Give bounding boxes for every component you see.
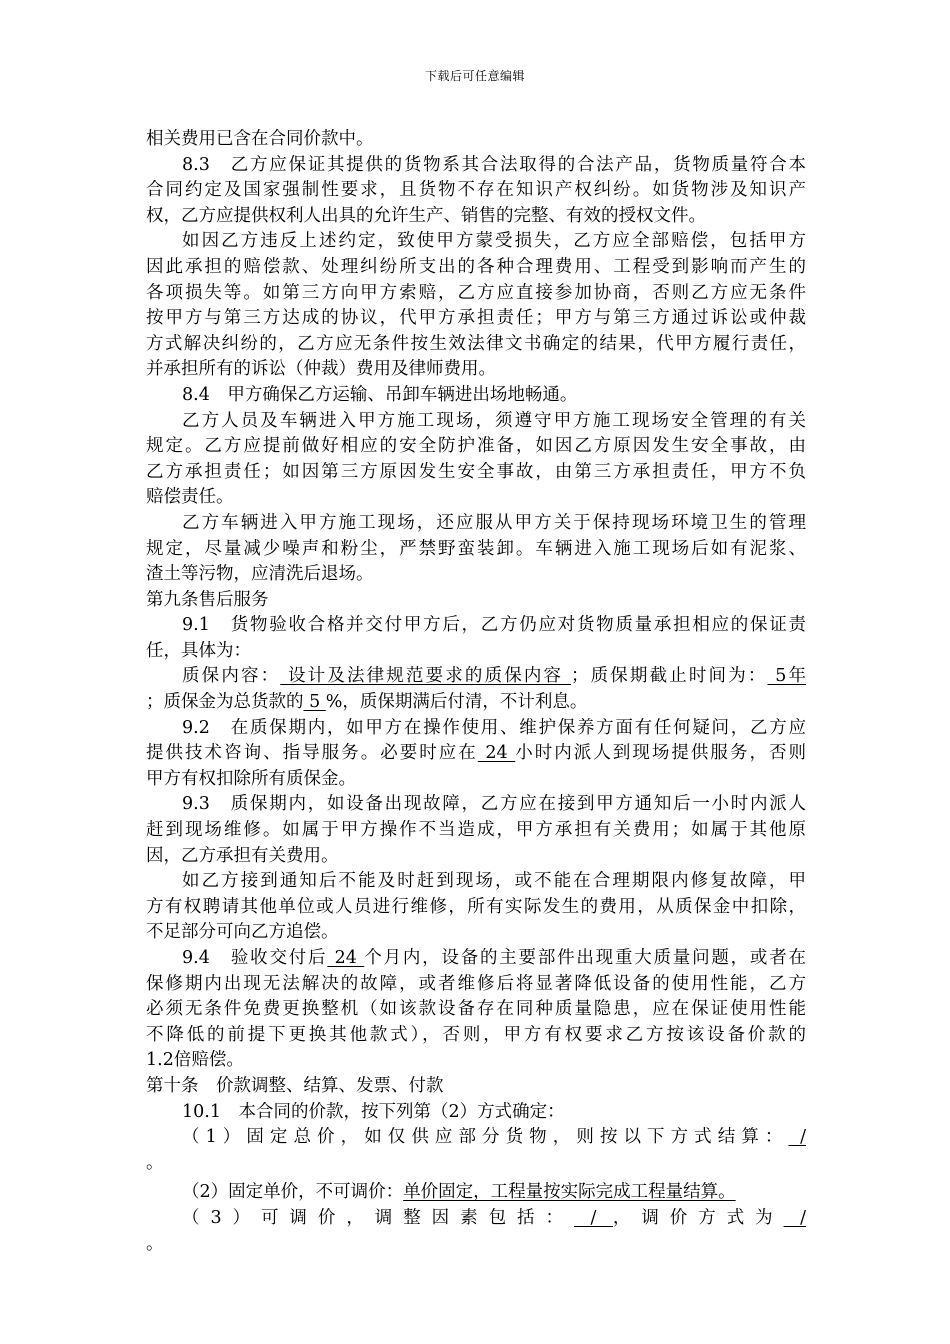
text-line: 规定。乙方应提前做好相应的安全防护准备，如因乙方原因发生安全事故，由 xyxy=(146,436,806,457)
text-line: 各项损失等。如第三方向甲方索赔，乙方应直接参加协商，否则乙方应无条件 xyxy=(146,282,806,303)
adjustable-line xyxy=(146,1206,806,1232)
text-line: 8.3 乙方应保证其提供的货物系其合法取得的合法产品，货物质量符合本 xyxy=(182,154,806,175)
paragraph-block xyxy=(146,972,806,1126)
warranty-content-blank: 设计及法律规范要求的质保内容 xyxy=(280,666,571,687)
text-line: 按甲方与第三方达成的协议，代甲方承担责任；甲方与第三方通过诉讼或仲裁 xyxy=(146,308,806,329)
text-line: 方有权聘请其他单位或人员进行维修，所有实际发生的费用，从质保金中扣除， xyxy=(146,896,806,917)
months-prefix: 9.4 验收交付后 xyxy=(182,948,328,968)
warranty-period-label: ；质保期截止时间为： xyxy=(570,666,768,687)
deposit-suffix: %，质保期满后付清，不计利息。 xyxy=(325,692,588,713)
deposit-percent-blank: 5 xyxy=(303,692,326,713)
deposit-label: ；质保金为总货款的 xyxy=(146,692,304,713)
warranty-line xyxy=(146,664,806,690)
months-blank: 24 xyxy=(327,948,365,968)
text-line: 9.3 质保期内，如设备出现故障，乙方应在接到甲方通知后一小时内派人 xyxy=(182,794,806,815)
text-line: 因，乙方承担有关费用。 xyxy=(146,845,339,866)
warranty-deposit-line xyxy=(146,690,806,716)
text-line: 不足部分可向乙方追偿。 xyxy=(146,922,339,943)
fixed-total-end: 。 xyxy=(146,1152,164,1173)
text-line: 方式解决纠纷的，乙方应无条件按生效法律文书确定的结果，代甲方履行责任， xyxy=(146,333,806,354)
adjust-method-blank: / xyxy=(783,1207,807,1228)
text-line: 相关费用已含在合同价款中。 xyxy=(146,129,374,149)
fixed-total-blank: / xyxy=(788,1127,806,1148)
text-line: 乙方人员及车辆进入甲方施工现场，须遵守甲方施工现场安全管理的有关 xyxy=(182,410,806,431)
text-line: 必须无条件免费更换整机（如该款设备存在同种质量隐患，应在保证使用性能 xyxy=(146,999,806,1020)
text-line: 并承担所有的诉讼（仲裁）费用及律师费用。 xyxy=(146,359,496,380)
warranty-period-blank: 5年 xyxy=(767,666,807,687)
text-line: 10.1 本合同的价款，按下列第（2）方式确定： xyxy=(182,1101,565,1122)
text-line: 渣土等污物，应清洗后退场。 xyxy=(146,564,374,585)
fixed-total-label: （1）固定总价，如仅供应部分货物，则按以下方式结算： xyxy=(182,1127,789,1148)
text-line: 合同约定及国家强制性要求，且货物不存在知识产权纠纷。如货物涉及知识产 xyxy=(146,180,806,201)
months-suffix: 个月内，设备的主要部件出现重大质量问题，或者在 xyxy=(364,948,806,968)
paragraph-block xyxy=(146,716,806,742)
text-line: 9.1 货物验收合格并交付甲方后，乙方仍应对货物质量承担相应的保证责 xyxy=(182,615,806,636)
text-line: 如因乙方违反上述约定，致使甲方蒙受损失，乙方应全部赔偿，包括甲方 xyxy=(182,231,806,252)
text-line: 规定，尽量减少噪声和粉尘，严禁野蛮装卸。车辆进入施工现场后如有泥浆、 xyxy=(146,538,806,559)
text-line: 甲方有权扣除所有质保金。 xyxy=(146,768,356,789)
service-suffix: 小时内派人到现场提供服务，否则 xyxy=(515,743,807,764)
text-line: 权，乙方应提供权利人出具的允许生产、销售的完整、有效的授权文件。 xyxy=(146,205,706,226)
text-line: 9.2 在质保期内，如甲方在操作使用、维护保养方面有任何疑问，乙方应 xyxy=(182,717,806,738)
document-body xyxy=(146,127,806,1257)
adjustable-label: （3）可调价，调整因素包括： xyxy=(182,1207,574,1228)
text-line: 不降低的前提下更换其他款式），否则，甲方有权要求乙方按该设备价款的 xyxy=(146,1024,806,1045)
fixed-unit-value: 单价固定，工程量按实际完成工程量结算。 xyxy=(403,1182,736,1203)
text-line: 8.4 甲方确保乙方运输、吊卸车辆进出场地畅通。 xyxy=(182,384,578,405)
adjust-factors-blank: / xyxy=(573,1207,613,1228)
page-header: 下载后可任意编辑 xyxy=(424,69,525,83)
text-line: 乙方车辆进入甲方施工现场，还应服从甲方关于保持现场环境卫生的管理 xyxy=(182,512,806,533)
text-line: 第九条售后服务 xyxy=(146,589,269,610)
text-line: 乙方承担责任；如因第三方原因发生安全事故，由第三方承担责任，甲方不负 xyxy=(146,461,806,482)
paragraph-block xyxy=(146,767,806,946)
text-line: 第十条 价款调整、结算、发票、付款 xyxy=(146,1075,444,1096)
text-line: 1.2倍赔偿。 xyxy=(146,1050,244,1071)
text-line: 赔偿责任。 xyxy=(146,487,234,508)
fixed-total-line xyxy=(146,1125,806,1151)
text-line: 赶到现场维修。如属于甲方操作不当造成，甲方承担有关费用；如属于其他原 xyxy=(146,820,806,841)
service-hours-blank: 24 xyxy=(477,743,516,764)
fixed-unit-line xyxy=(146,1180,806,1206)
adjustable-end: 。 xyxy=(146,1233,164,1254)
paragraph-block xyxy=(146,127,806,664)
adjust-method-label: ，调价方式为 xyxy=(612,1207,784,1228)
months-line xyxy=(146,946,806,972)
text-line: 任，具体为： xyxy=(146,640,251,661)
text-line: 保修期内出现无法解决的故障，或者维修后将显著降低设备的使用性能，乙方 xyxy=(146,973,806,994)
text-line: 如乙方接到通知后不能及时赶到现场，或不能在合理期限内修复故障，甲 xyxy=(182,871,806,892)
fixed-unit-label: （2）固定单价，不可调价： xyxy=(182,1182,404,1203)
service-hours-line xyxy=(146,741,806,767)
service-prefix: 提供技术咨询、指导服务。必要时应在 xyxy=(146,743,478,764)
warranty-label: 质保内容： xyxy=(182,666,281,687)
text-line: 因此承担的赔偿款、处理纠纷所支出的各种合理费用、工程受到影响而产生的 xyxy=(146,256,806,277)
